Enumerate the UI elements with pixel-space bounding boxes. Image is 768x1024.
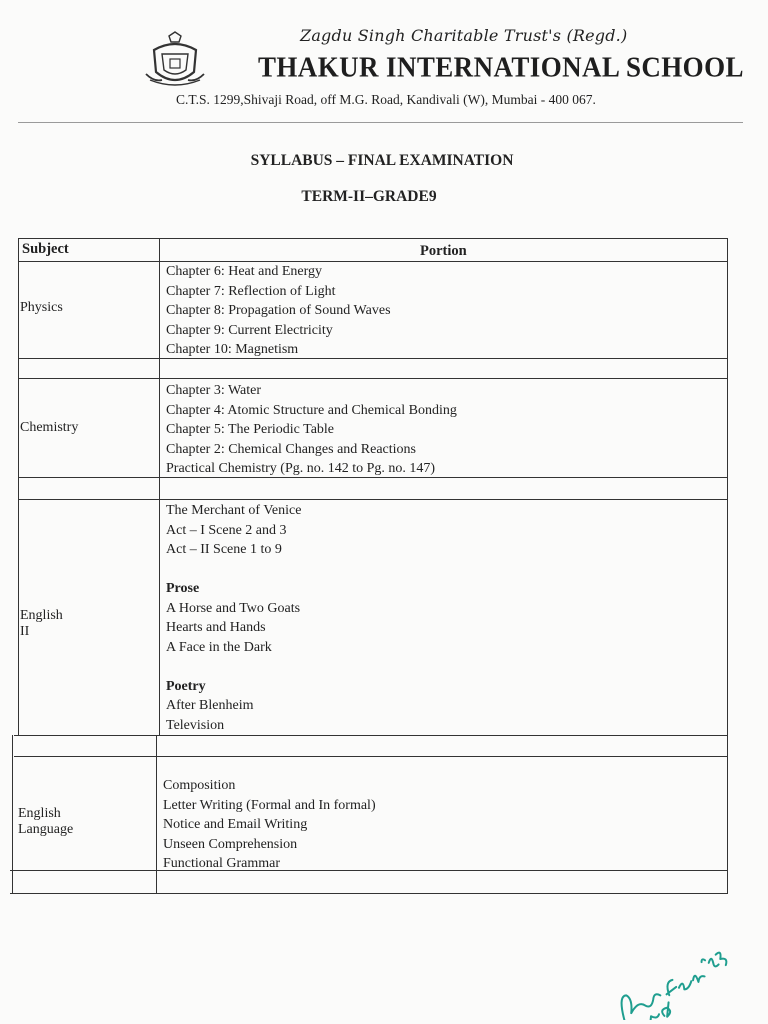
header-portion: Portion xyxy=(420,243,467,259)
list-item: The Merchant of Venice xyxy=(166,503,302,518)
letterhead-divider xyxy=(18,122,743,123)
list-item: A Face in the Dark xyxy=(166,639,272,655)
table-border-left xyxy=(18,238,19,735)
subject-chemistry: Chemistry xyxy=(20,420,79,435)
row-divider xyxy=(14,756,728,757)
list-item: Chapter 9: Current Electricity xyxy=(166,322,333,338)
table-column-divider xyxy=(159,238,160,735)
row-divider xyxy=(14,735,728,736)
school-address: C.T.S. 1299,Shivaji Road, off M.G. Road, Kandivali (W), Mumbai - 400 067. xyxy=(176,92,596,107)
subject-physics: Physics xyxy=(20,300,63,315)
document-title: SYLLABUS – FINAL EXAMINATION xyxy=(250,152,514,169)
list-item: Act – I Scene 2 and 3 xyxy=(166,522,287,538)
list-item: Notice and Email Writing xyxy=(163,817,308,832)
list-item: Chapter 10: Magnetism xyxy=(166,342,299,357)
list-item: Functional Grammar xyxy=(163,856,281,871)
table-border-right xyxy=(727,238,728,893)
spacer xyxy=(166,657,301,677)
list-item: Television xyxy=(166,717,225,733)
table-border-bottom xyxy=(10,893,728,894)
portion-chemistry xyxy=(166,381,457,479)
table-border-left xyxy=(12,735,13,893)
list-item: Chapter 3: Water xyxy=(166,383,262,398)
handwritten-signature xyxy=(598,940,738,1020)
list-item: Practical Chemistry (Pg. no. 142 to Pg. no. 147) xyxy=(166,461,436,476)
row-divider xyxy=(18,378,728,379)
list-item: Chapter 8: Propagation of Sound Waves xyxy=(166,303,391,318)
trust-name: Zagdu Singh Charitable Trust's (Regd.) xyxy=(300,26,628,45)
table-border-top xyxy=(18,238,728,239)
school-crest-icon xyxy=(140,30,210,92)
header-subject: Subject xyxy=(22,241,69,257)
subject-english-language: English Language xyxy=(18,806,74,837)
portion-english-ii xyxy=(166,501,301,735)
list-item: Hearts and Hands xyxy=(166,620,266,635)
school-name: THAKUR INTERNATIONAL SCHOOL xyxy=(258,51,744,83)
list-item: Letter Writing (Formal and In formal) xyxy=(163,797,376,813)
row-divider xyxy=(18,499,728,500)
section-heading-poetry: Poetry xyxy=(166,678,206,694)
list-item: After Blenheim xyxy=(166,698,254,713)
portion-physics xyxy=(166,262,391,360)
table-column-divider xyxy=(156,735,157,893)
list-item: Chapter 7: Reflection of Light xyxy=(166,283,336,299)
list-item: Chapter 4: Atomic Structure and Chemical Bonding xyxy=(166,402,457,418)
list-item: A Horse and Two Goats xyxy=(166,600,301,616)
spacer xyxy=(166,560,301,580)
list-item: Composition xyxy=(163,778,236,793)
list-item: Chapter 6: Heat and Energy xyxy=(166,264,323,279)
list-item: Chapter 2: Chemical Changes and Reactions xyxy=(166,441,416,457)
portion-english-language xyxy=(163,776,376,874)
document-subtitle: TERM-II–GRADE9 xyxy=(301,188,437,205)
subject-english-ii: English II xyxy=(20,608,63,639)
list-item: Unseen Comprehension xyxy=(163,836,298,852)
list-item: Act – II Scene 1 to 9 xyxy=(166,542,282,557)
section-heading-prose: Prose xyxy=(166,581,200,596)
list-item: Chapter 5: The Periodic Table xyxy=(166,422,335,437)
